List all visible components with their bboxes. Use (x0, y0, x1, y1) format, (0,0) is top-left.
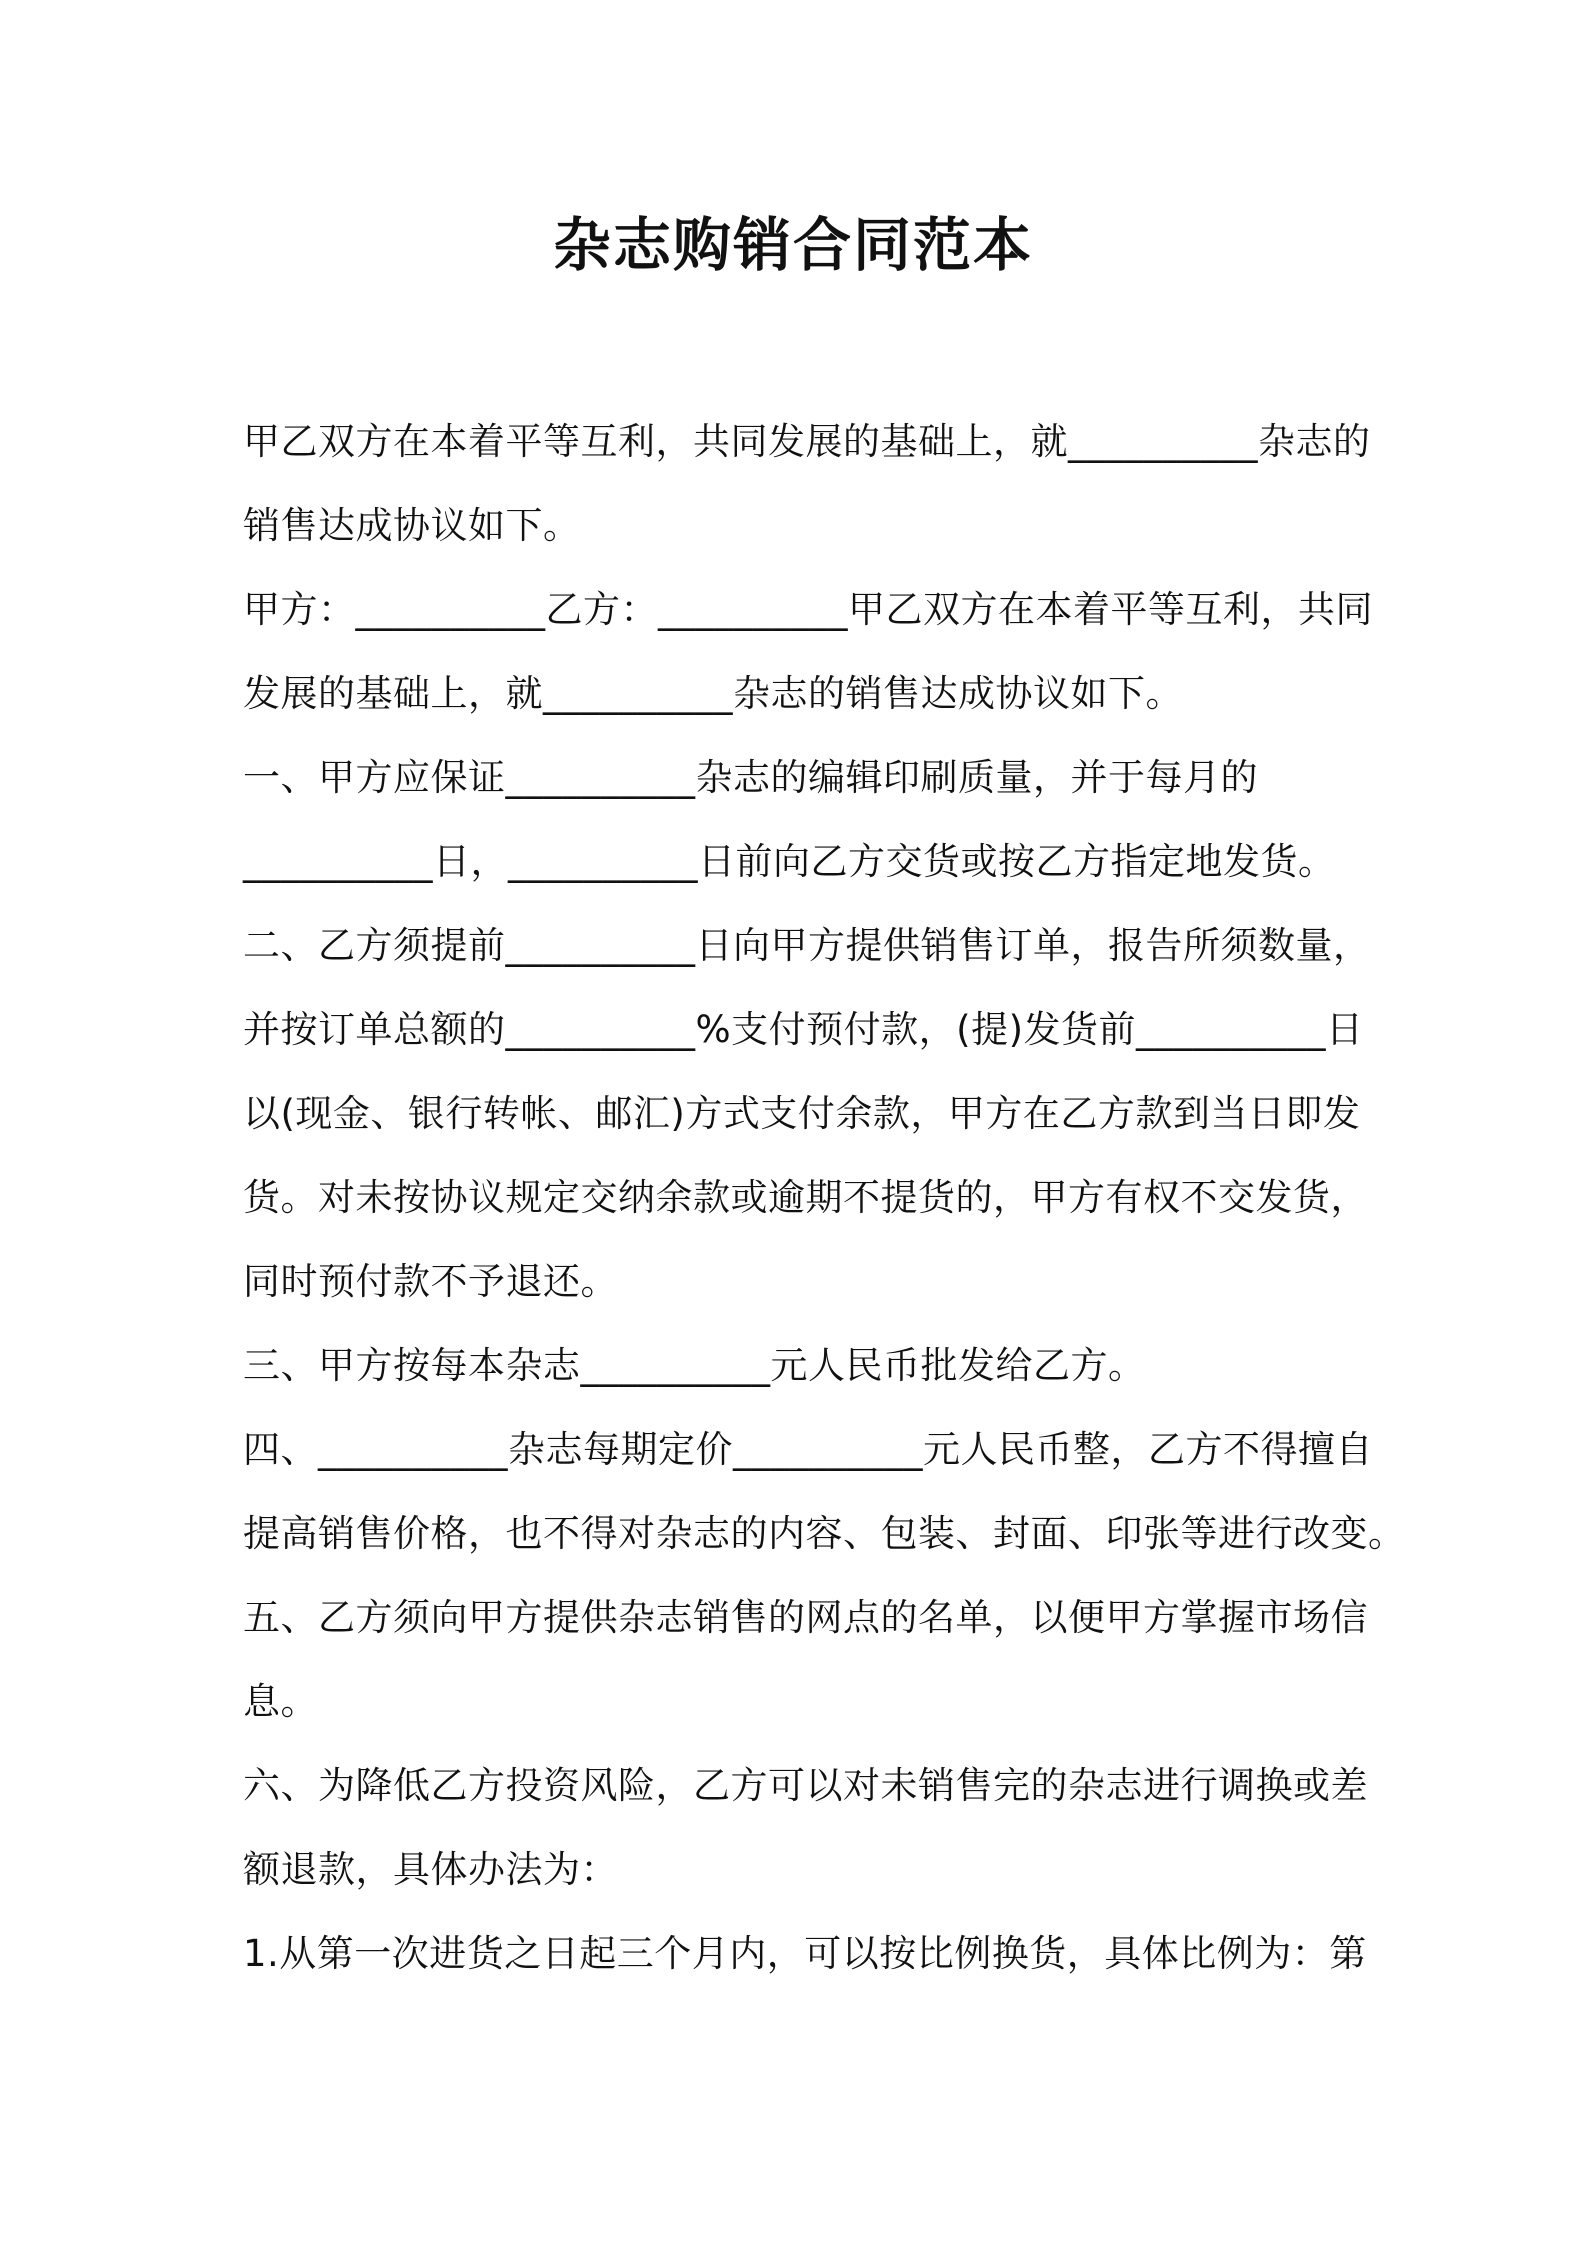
paragraph-line: 二、乙方须提前__________日向甲方提供销售订单，报告所须数量， (243, 924, 1371, 967)
document-title: 杂志购销合同范本 (552, 211, 1033, 279)
paragraph-line: 六、为降低乙方投资风险，乙方可以对未销售完的杂志进行调换或差 (243, 1764, 1368, 1807)
paragraph-line: 三、甲方按每本杂志__________元人民币批发给乙方。 (243, 1344, 1146, 1387)
paragraph-line: 提高销售价格，也不得对杂志的内容、包装、封面、印张等进行改变。 (243, 1512, 1406, 1555)
paragraph-line: 五、乙方须向甲方提供杂志销售的网点的名单，以便甲方掌握市场信 (243, 1596, 1368, 1639)
paragraph-line: 发展的基础上，就__________杂志的销售达成协议如下。 (243, 672, 1183, 715)
paragraph-line: 额退款，具体办法为： (243, 1848, 618, 1891)
paragraph-line: 甲乙双方在本着平等互利，共同发展的基础上，就__________杂志的 (243, 420, 1371, 463)
document-body (243, 400, 1406, 1996)
paragraph-line: 一、甲方应保证__________杂志的编辑印刷质量，并于每月的 (243, 756, 1258, 799)
paragraph-line: 以(现金、银行转帐、邮汇)方式支付余款，甲方在乙方款到当日即发 (243, 1092, 1361, 1135)
paragraph-line: 销售达成协议如下。 (243, 504, 581, 547)
paragraph-line: 同时预付款不予退还。 (243, 1260, 618, 1303)
paragraph-line: 1.从第一次进货之日起三个月内，可以按比例换货，具体比例为：第 (243, 1932, 1367, 1975)
paragraph-line: __________日，__________日前向乙方交货或按乙方指定地发货。 (243, 840, 1336, 883)
paragraph-line: 并按订单总额的__________%支付预付款，(提)发货前__________日 (243, 1008, 1364, 1051)
paragraph-line: 甲方：__________乙方：__________甲乙双方在本着平等互利，共同 (243, 588, 1373, 631)
paragraph-line: 四、__________杂志每期定价__________元人民币整，乙方不得擅自 (243, 1428, 1373, 1471)
paragraph-line: 货。对未按协议规定交纳余款或逾期不提货的，甲方有权不交发货， (243, 1176, 1368, 1219)
paragraph-line: 息。 (243, 1680, 318, 1723)
